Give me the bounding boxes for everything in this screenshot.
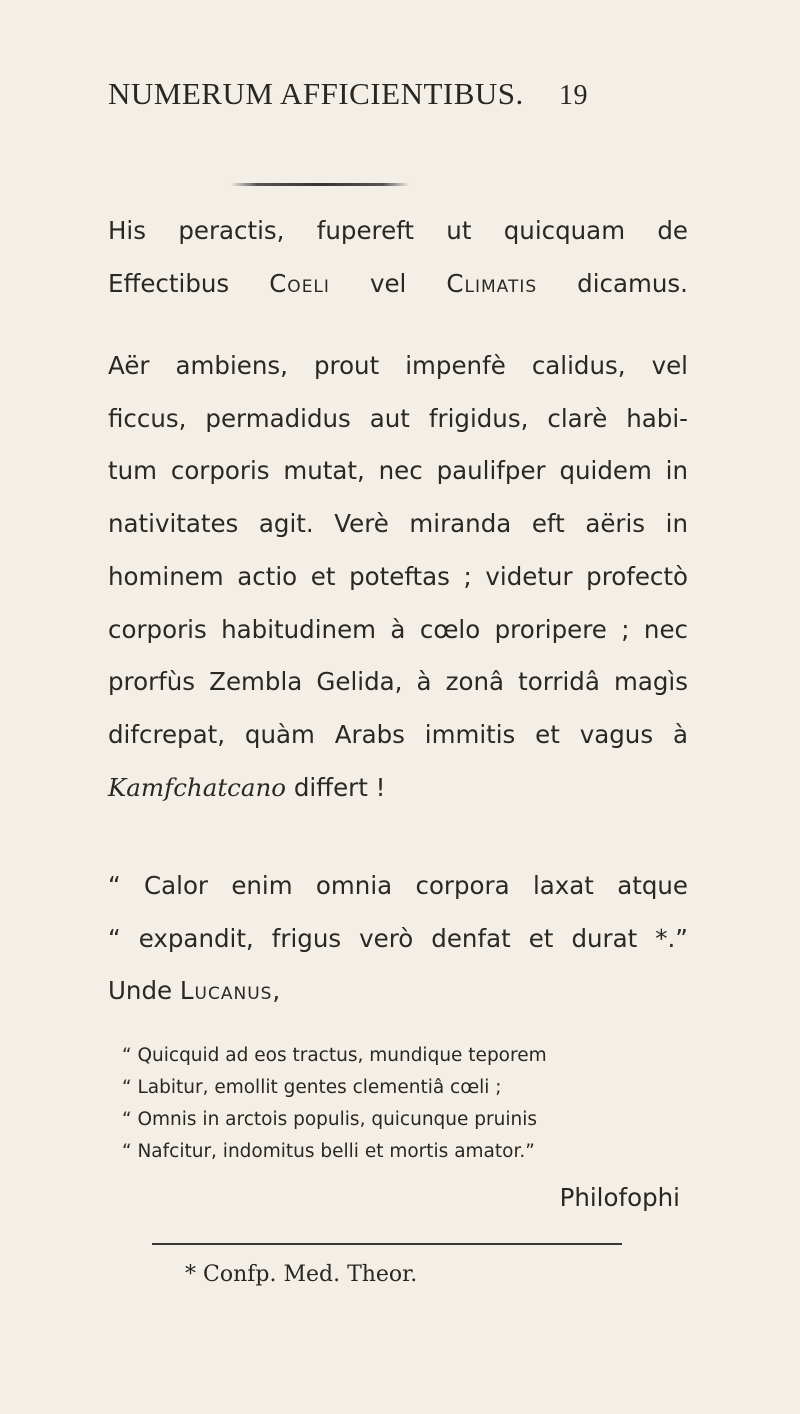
verse-line: “ Quicquid ad eos tractus, mundique teporem xyxy=(122,1045,547,1066)
text-fragment: dicamus. xyxy=(577,268,688,298)
text-line: “ Calor enim omnia corpora laxat atque xyxy=(108,871,688,900)
text-line: His peractis, fupereft ut quicquam de xyxy=(108,216,688,245)
text-line: nativitates agit. Verè miranda eft aëris in xyxy=(108,509,688,539)
verse-line: “ Nafcitur, indomitus belli et mortis amator.” xyxy=(122,1141,535,1162)
page-header xyxy=(108,76,588,112)
verse-line: “ Omnis in arctois populis, quicunque pruinis xyxy=(122,1109,538,1130)
text-fragment-smallcaps: Coeli xyxy=(269,268,330,298)
text-line: hominem actio et poteftas ; videtur profectò xyxy=(108,561,688,591)
text-line: ficcus, permadidus aut frigidus, clarè habi- xyxy=(108,403,688,433)
text-fragment: Effectibus xyxy=(108,268,230,298)
text-fragment: differt ! xyxy=(293,772,386,802)
text-line: prorfùs Zembla Gelida, à zonâ torridâ magìs xyxy=(108,667,688,697)
text-line xyxy=(108,762,688,815)
text-line: tum corporis mutat, nec paulifper quidem in xyxy=(108,456,688,486)
page-number: 19 xyxy=(559,80,588,111)
verse-line: “ Labitur, emollit gentes clementiâ cœli ; xyxy=(122,1077,502,1098)
body-paragraph xyxy=(108,340,688,814)
running-title: NUMERUM AFFICIENTIBUS. xyxy=(108,76,524,111)
text-fragment-smallcaps: Climatis xyxy=(446,268,538,298)
author-name-smallcaps: Lucanus, xyxy=(179,976,282,1006)
text-fragment: vel xyxy=(369,268,407,298)
ornamental-rule xyxy=(230,183,410,186)
verse-quotation xyxy=(122,1040,682,1168)
text-line: corporis habitudinem à cœlo proripere ; nec xyxy=(108,614,688,644)
text-line: difcrepat, quàm Arabs immitis et vagus à xyxy=(108,719,688,749)
catchword: Philofophi xyxy=(559,1183,680,1212)
text-line xyxy=(108,965,688,1018)
intro-paragraph xyxy=(108,205,688,310)
footnote: * Confp. Med. Theor. xyxy=(185,1262,418,1287)
quote-paragraph xyxy=(108,860,688,1018)
italic-place-name: Kamfchatcano xyxy=(108,772,287,802)
text-fragment: Unde xyxy=(108,976,173,1006)
footnote-rule xyxy=(152,1243,622,1245)
text-line: Aër ambiens, prout impenfè calidus, vel xyxy=(108,351,688,380)
text-line: “ expandit, frigus verò denfat et durat *.” xyxy=(108,923,688,953)
text-line xyxy=(108,258,688,311)
